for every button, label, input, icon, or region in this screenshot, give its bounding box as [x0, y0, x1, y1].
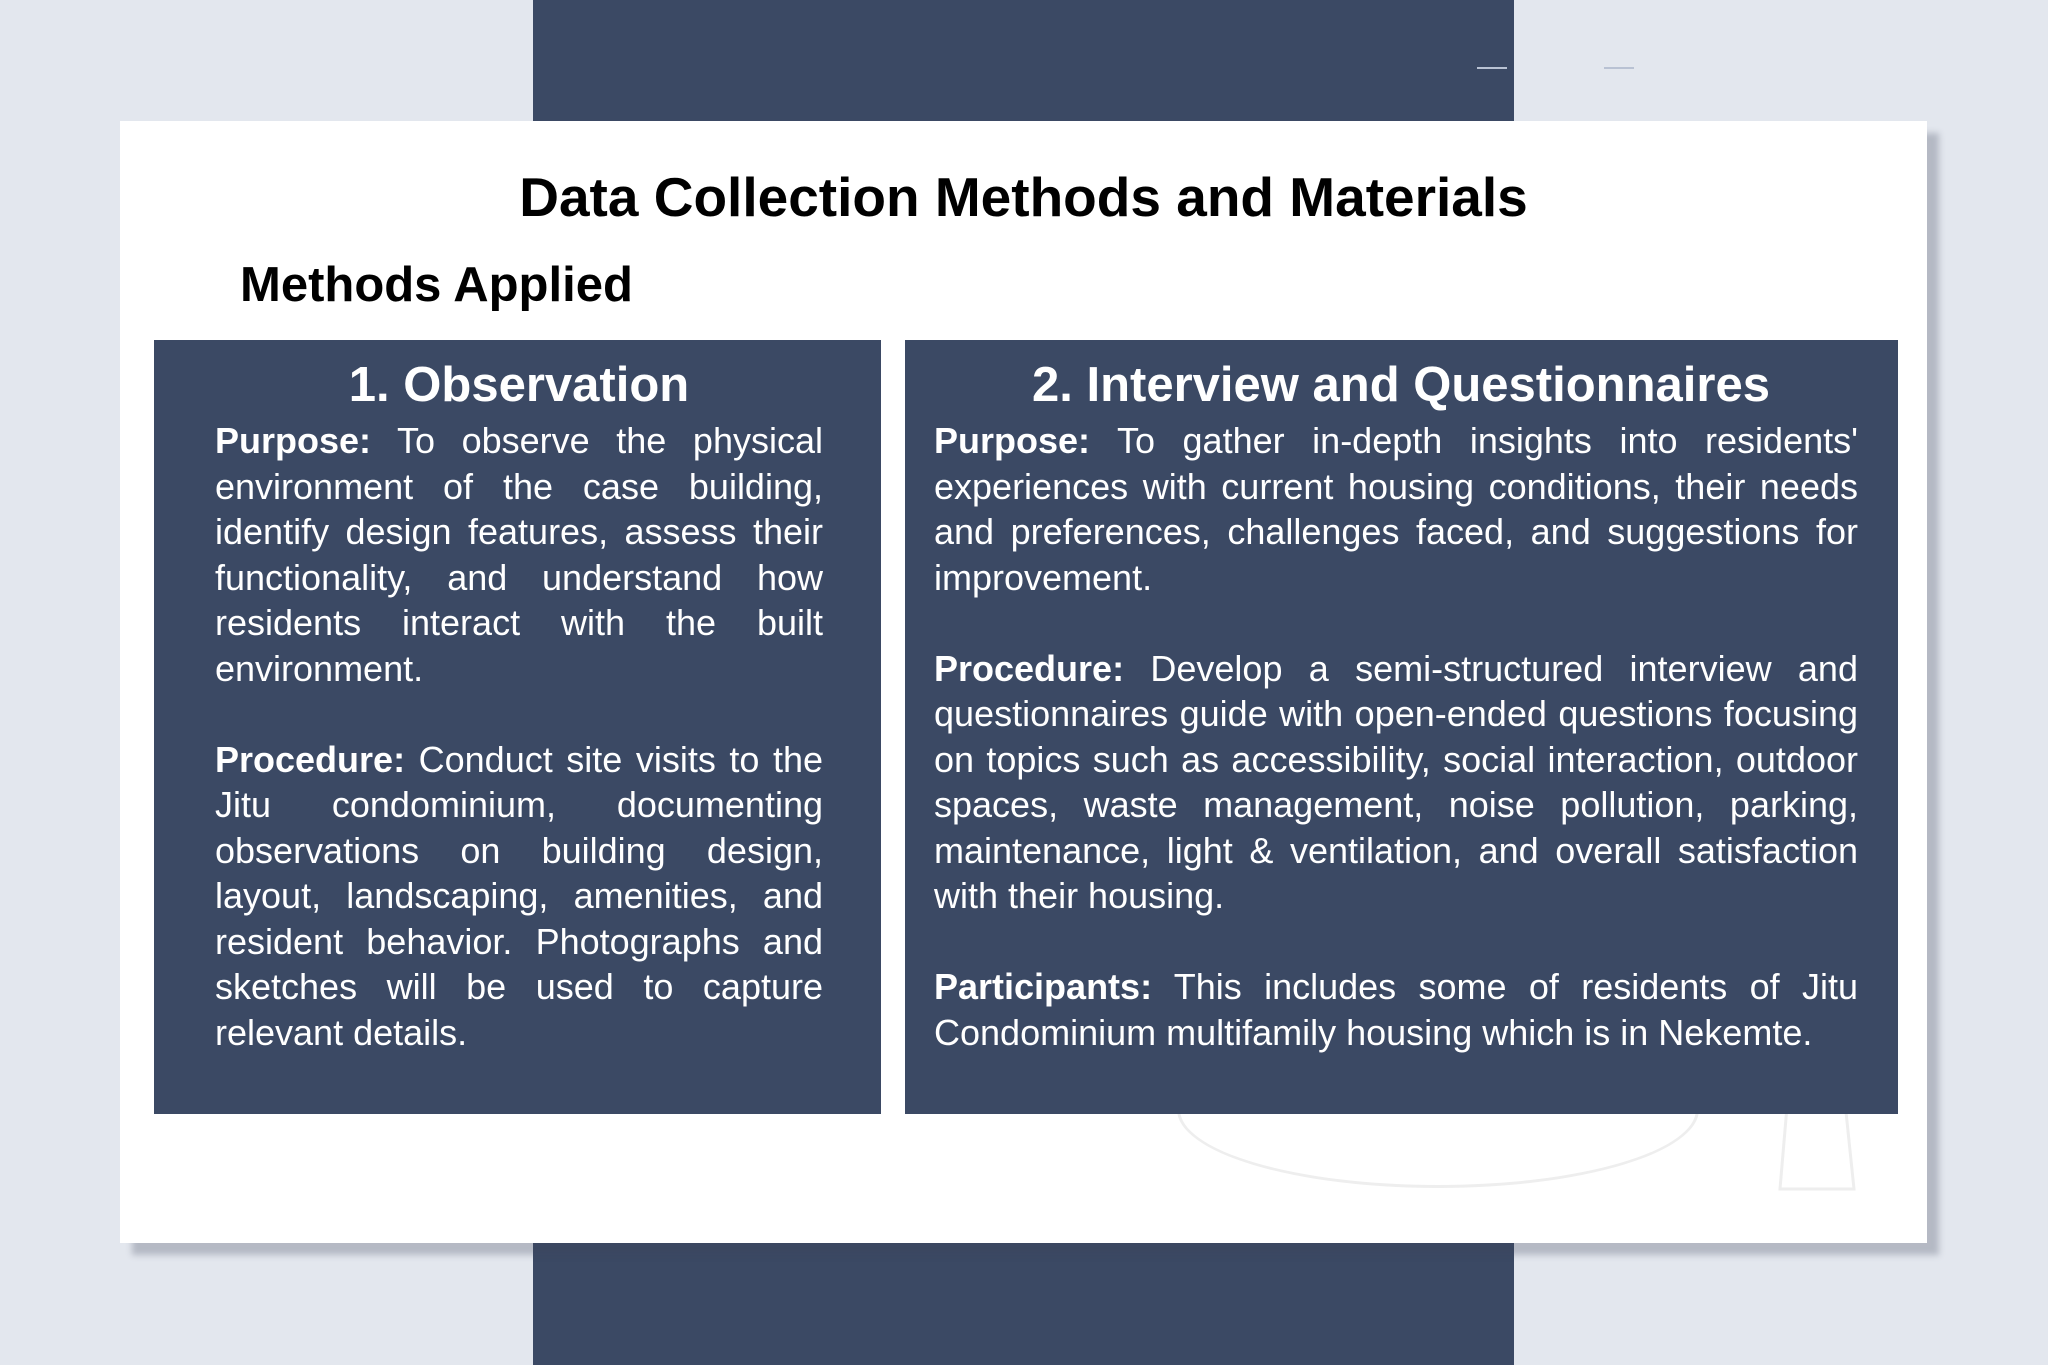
observation-card: [154, 340, 881, 1114]
slide: [120, 121, 1927, 1243]
slide-subtitle: Methods Applied: [240, 258, 633, 312]
participants-text: This includes some of residents of Jitu Condominium multifamily housing which is in Nekemte.: [934, 966, 1858, 1053]
card-heading: 2. Interview and Questionnaires: [1032, 358, 1770, 412]
procedure-label: Procedure:: [215, 738, 406, 780]
card-heading: 1. Observation: [348, 358, 690, 412]
purpose-paragraph: [934, 418, 1858, 600]
procedure-label: Procedure:: [934, 647, 1125, 689]
procedure-paragraph: [934, 646, 1858, 919]
participants-label: Participants:: [934, 966, 1153, 1007]
dash-mark: [1604, 67, 1634, 69]
dash-mark: [1477, 67, 1507, 69]
procedure-text: Develop a semi-structured interview and questionnaires guide with open-ended questions focusing on topics such as accessibility, social interaction, outdoor spaces, waste management, noise pollution, parking, maintenance, light & ventilation, and overall satisfaction with their housing.: [934, 647, 1858, 916]
participants-paragraph: [934, 964, 1858, 1055]
purpose-text: To observe the physical environment of the case building, identify design features, assess their functionality, and understand how residents interact with the built environment.: [215, 420, 823, 689]
slide-title: Data Collection Methods and Materials: [519, 166, 1528, 228]
interview-card: [905, 340, 1898, 1114]
purpose-text: To gather in-depth insights into residents' experiences with current housing conditions, their needs and preferences, challenges faced, and suggestions for improvement.: [934, 420, 1858, 598]
purpose-paragraph: [215, 418, 823, 691]
procedure-paragraph: [215, 737, 823, 1056]
purpose-label: Purpose:: [215, 420, 372, 461]
purpose-label: Purpose:: [934, 420, 1091, 461]
procedure-text: Conduct site visits to the Jitu condominium, documenting observations on building design, layout, landscaping, amenities, and resident behavior. Photographs and sketches will be used to capture relevant details.: [215, 738, 823, 1053]
